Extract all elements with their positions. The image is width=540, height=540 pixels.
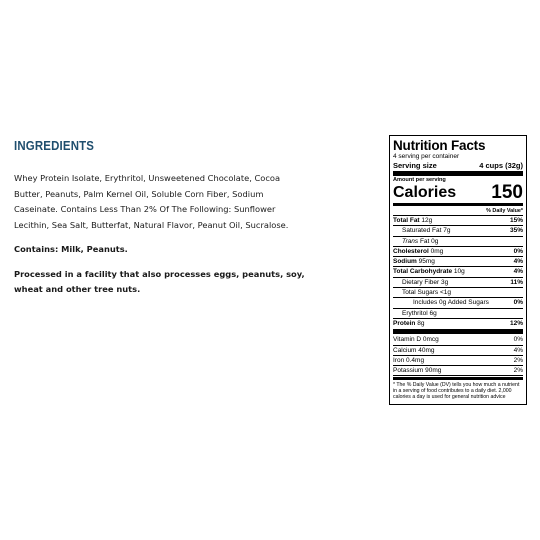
nutrient-row-added-sugars: Includes 0g Added Sugars 0% xyxy=(393,298,523,308)
nutrient-row-saturated-fat: Saturated Fat 7g 35% xyxy=(393,226,523,236)
divider-thick xyxy=(393,171,523,176)
nutrient-row-trans-fat: Trans Fat 0g xyxy=(393,237,523,247)
nutrient-row-sodium: Sodium 95mg 4% xyxy=(393,257,523,267)
serving-size-label: Serving size xyxy=(393,161,437,170)
serving-size-row xyxy=(393,161,523,170)
nutrient-row-iron: Iron 0.4mg 2% xyxy=(393,356,523,366)
cholesterol-dv: 0% xyxy=(513,247,523,255)
nutrient-row-protein: Protein 8g 12% xyxy=(393,319,523,327)
facility-statement: Processed in a facility that also processes eggs, peanuts, soy, wheat and other tree nuts. xyxy=(14,268,305,294)
nutrient-row-total-carbohydrate: Total Carbohydrate 10g 4% xyxy=(393,267,523,277)
nutrient-row-dietary-fiber: Dietary Fiber 3g 11% xyxy=(393,278,523,288)
protein-dv: 12% xyxy=(509,319,523,327)
servings-per-container: 4 serving per container xyxy=(393,153,460,160)
nutrient-row-cholesterol: Cholesterol 0mg 0% xyxy=(393,247,523,257)
calories-row xyxy=(393,184,523,202)
divider-medium-footnote xyxy=(393,377,523,380)
nutrient-row-total-fat: Total Fat 12g 15% xyxy=(393,216,523,226)
daily-value-header: % Daily Value* xyxy=(393,207,523,216)
nutrition-facts-title: Nutrition Facts xyxy=(393,138,486,153)
total-fat-dv: 15% xyxy=(509,217,523,224)
ingredients-section xyxy=(14,138,306,307)
added-sugars-dv: 0% xyxy=(513,299,523,307)
nutrition-facts-panel xyxy=(389,135,527,405)
amount-per-serving: Amount per serving xyxy=(393,177,446,183)
serving-size-value: 4 cups (32g) xyxy=(479,161,523,170)
calories-value: 150 xyxy=(491,182,523,203)
nutrient-row-potassium: Potassium 90mg 2% xyxy=(393,366,523,376)
sodium-dv: 4% xyxy=(513,258,523,266)
nutrient-row-total-sugars: Total Sugars <1g xyxy=(393,288,523,298)
dietary-fiber-dv: 11% xyxy=(510,278,523,286)
ingredients-list: Whey Protein Isolate, Erythritol, Unsweetened Chocolate, Cocoa Butter, Peanuts, Palm Kernel Oil, Soluble Corn Fiber, Sodium Caseinate. Contains Less Than 2% Of The Following: Sunflower Lecithin, Sea Salt, Butterfat, Natural Flavor, Peanut Oil, Sucralose. xyxy=(14,173,289,230)
allergen-contains: Contains: Milk, Peanuts. xyxy=(14,244,128,254)
divider-medium xyxy=(393,203,523,206)
nutrient-row-calcium: Calcium 40mg 4% xyxy=(393,346,523,356)
ingredients-title: INGREDIENTS xyxy=(14,138,95,153)
calories-label: Calories xyxy=(393,184,457,201)
daily-value-footnote: * The % Daily Value (DV) tells you how much a nutrient in a serving of food contributes to a daily diet. 2,000 calories a day is used for general nutrition advice xyxy=(393,382,520,401)
total-carb-dv: 4% xyxy=(513,268,523,276)
nutrient-row-erythritol: Erythritol 6g xyxy=(393,309,523,319)
nutrient-row-vitamin-d: Vitamin D 0mcg 0% xyxy=(393,335,523,345)
saturated-fat-dv: 35% xyxy=(509,227,523,235)
divider-thick-vitamins xyxy=(393,329,523,334)
